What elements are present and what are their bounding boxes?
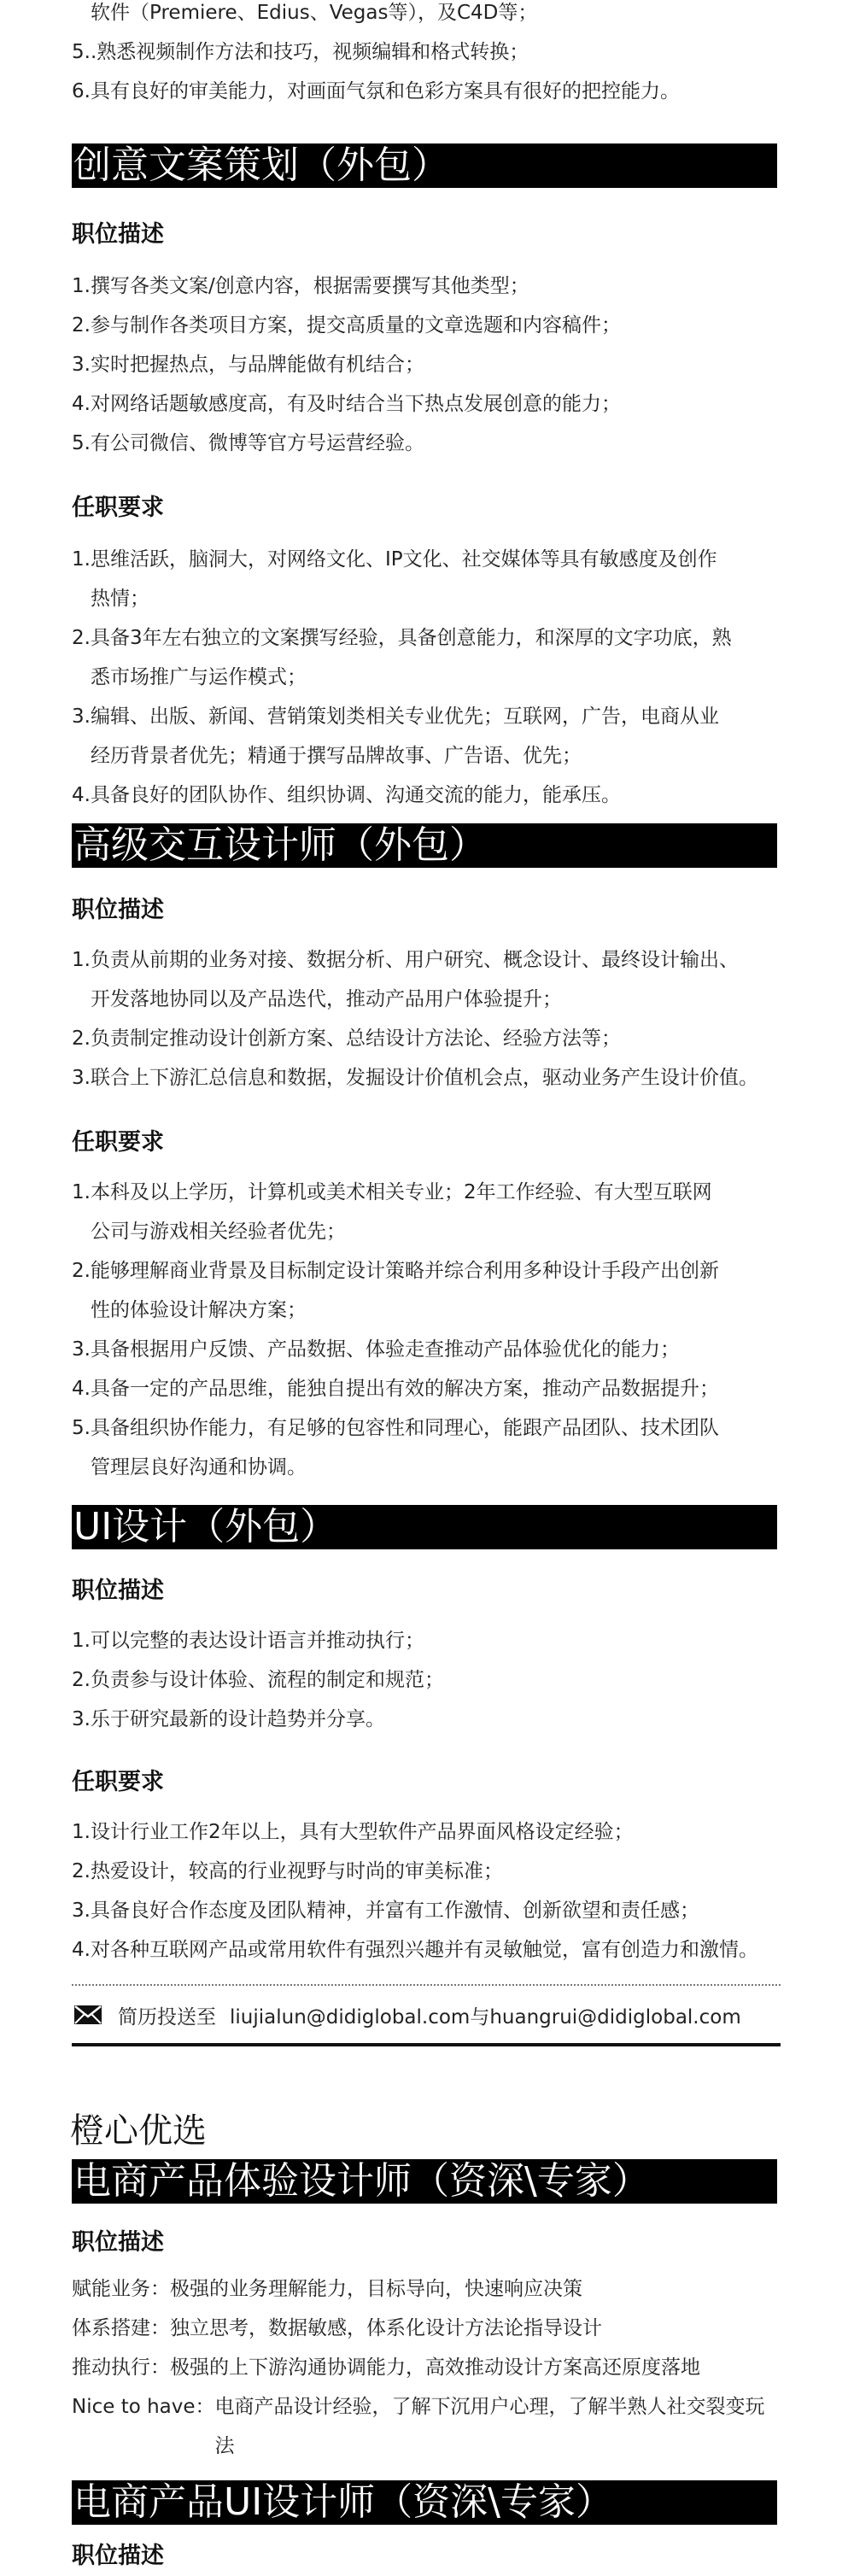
section-heading-description: 职位描述	[72, 2543, 164, 2569]
item-key: 体系搭建：	[72, 2317, 170, 2339]
job-title-banner: 创意文案策划（外包）	[72, 143, 777, 188]
description-line: 1.撰写各类文案/创意内容，根据需要撰写其他类型；	[72, 275, 529, 297]
previous-job-requirements-tail	[72, 0, 781, 111]
description-item	[72, 2269, 781, 2309]
requirement-line: 悉市场推广与运作模式；	[91, 666, 307, 688]
job-section-ecommerce-ui-designer	[72, 2537, 781, 2576]
requirement-line: 2.能够理解商业背景及目标制定设计策略并综合利用多种设计手段产出创新	[72, 1260, 719, 1282]
requirement-line: 性的体验设计解决方案；	[91, 1299, 307, 1321]
requirement-line: 4.具备良好的团队协作、组织协调、沟通交流的能力，能承压。	[72, 784, 621, 806]
contact-label: 简历投送至	[118, 2005, 216, 2029]
description-line: 2.参与制作各类项目方案，提交高质量的文章选题和内容稿件；	[72, 314, 621, 337]
item-value: 极强的上下游沟通协调能力，高效推动设计方案高还原度落地	[170, 2356, 700, 2379]
requirement-line: 1.思维活跃，脑洞大，对网络文化、IP文化、社交媒体等具有敏感度及创作	[72, 548, 717, 571]
requirement-line: 热情；	[91, 588, 149, 610]
section-heading-requirements: 任职要求	[72, 1769, 164, 1795]
description-line: 4.对网络话题敏感度高，有及时结合当下热点发展创意的能力；	[72, 393, 621, 415]
item-key: 推动执行：	[72, 2356, 170, 2379]
requirement-line: 管理层良好沟通和协调。	[91, 1456, 307, 1478]
description-item	[72, 2309, 781, 2348]
description-line: 2.负责参与设计体验、流程的制定和规范；	[72, 1669, 444, 1691]
requirement-line: 3.具备良好合作态度及团队精神，并富有工作激情、创新欲望和责任感；	[72, 1900, 699, 1922]
dotted-divider	[72, 1984, 781, 1986]
requirement-line: 5..熟悉视频制作方法和技巧，视频编辑和格式转换；	[72, 41, 529, 63]
section-heading-description: 职位描述	[72, 221, 164, 248]
requirement-line: 4.具备一定的产品思维，能独自提出有效的解决方案，推动产品数据提升；	[72, 1378, 719, 1400]
job-section-ecommerce-experience-designer	[72, 2223, 781, 2466]
description-line: 1.可以完整的表达设计语言并推动执行；	[72, 1630, 424, 1652]
item-key: 赋能业务：	[72, 2278, 170, 2300]
item-value: 极强的业务理解能力，目标导向，快速响应决策	[170, 2278, 582, 2300]
job-title-banner: 高级交互设计师（外包）	[72, 823, 777, 868]
requirement-line: 5.具备组织协作能力，有足够的包容性和同理心，能跟产品团队、技术团队	[72, 1417, 719, 1439]
section-heading-description: 职位描述	[72, 1578, 164, 1604]
requirement-line: 2.具备3年左右独立的文案撰写经验，具备创意能力，和深厚的文字功底，熟	[72, 627, 732, 649]
requirement-line: 软件（Premiere、Edius、Vegas等），及C4D等；	[91, 2, 538, 24]
description-line: 3.实时把握热点，与品牌能做有机结合；	[72, 354, 424, 376]
company-brand: 橙心优选	[70, 2111, 207, 2151]
contact-emails[interactable]: liujialun@didiglobal.com与huangrui@didiglobal.com	[230, 2005, 741, 2029]
requirement-line: 1.本科及以上学历，计算机或美术相关专业；2年工作经验、有大型互联网	[72, 1181, 712, 1203]
job-title-banner: 电商产品UI设计师（资深\专家）	[72, 2480, 777, 2525]
job-title-banner: UI设计（外包）	[72, 1505, 777, 1549]
item-key: Nice to have：	[72, 2396, 215, 2418]
requirement-line: 6.具有良好的审美能力，对画面气氛和色彩方案具有很好的把控能力。	[72, 80, 680, 102]
mail-icon	[73, 2005, 102, 2025]
description-line: 开发落地协同以及产品迭代，推动产品用户体验提升；	[91, 988, 562, 1010]
item-value: 电商产品设计经验，了解下沉用户心理，了解半熟人社交裂变玩法	[214, 2396, 765, 2457]
requirement-line: 1.设计行业工作2年以上，具有大型软件产品界面风格设定经验；	[72, 1821, 634, 1843]
section-divider	[72, 2043, 781, 2046]
section-heading-description: 职位描述	[72, 897, 164, 923]
requirement-line: 2.热爱设计，较高的行业视野与时尚的审美标准；	[72, 1860, 503, 1882]
description-line: 5.有公司微信、微博等官方号运营经验。	[72, 432, 424, 454]
description-line: 2.负责制定推动设计创新方案、总结设计方法论、经验方法等；	[72, 1027, 621, 1050]
item-value: 独立思考，数据敏感，体系化设计方法论指导设计	[170, 2317, 602, 2339]
description-item	[72, 2387, 781, 2466]
requirement-line: 公司与游戏相关经验者优先；	[91, 1221, 346, 1243]
section-heading-description: 职位描述	[72, 2229, 164, 2256]
description-line: 3.联合上下游汇总信息和数据，发掘设计价值机会点，驱动业务产生设计价值。	[72, 1067, 758, 1089]
resume-contact	[73, 1995, 741, 2034]
job-section-ui-designer	[72, 1572, 781, 1970]
job-section-copywriter	[72, 215, 781, 815]
requirement-line: 3.具备根据用户反馈、产品数据、体验走查推动产品体验优化的能力；	[72, 1338, 680, 1361]
requirement-line: 4.对各种互联网产品或常用软件有强烈兴趣并有灵敏触觉，富有创造力和激情。	[72, 1939, 758, 1961]
section-heading-requirements: 任职要求	[72, 495, 164, 521]
section-heading-requirements: 任职要求	[72, 1129, 164, 1156]
job-section-interaction-designer	[72, 891, 781, 1487]
requirement-line: 3.编辑、出版、新闻、营销策划类相关专业优先；互联网，广告，电商从业	[72, 705, 719, 728]
requirement-line: 经历背景者优先；精通于撰写品牌故事、广告语、优先；	[91, 745, 582, 767]
description-item	[72, 2348, 781, 2387]
job-title-banner: 电商产品体验设计师（资深\专家）	[72, 2159, 777, 2204]
description-line: 1.负责从前期的业务对接、数据分析、用户研究、概念设计、最终设计输出、	[72, 949, 739, 971]
description-line: 3.乐于研究最新的设计趋势并分享。	[72, 1708, 385, 1730]
